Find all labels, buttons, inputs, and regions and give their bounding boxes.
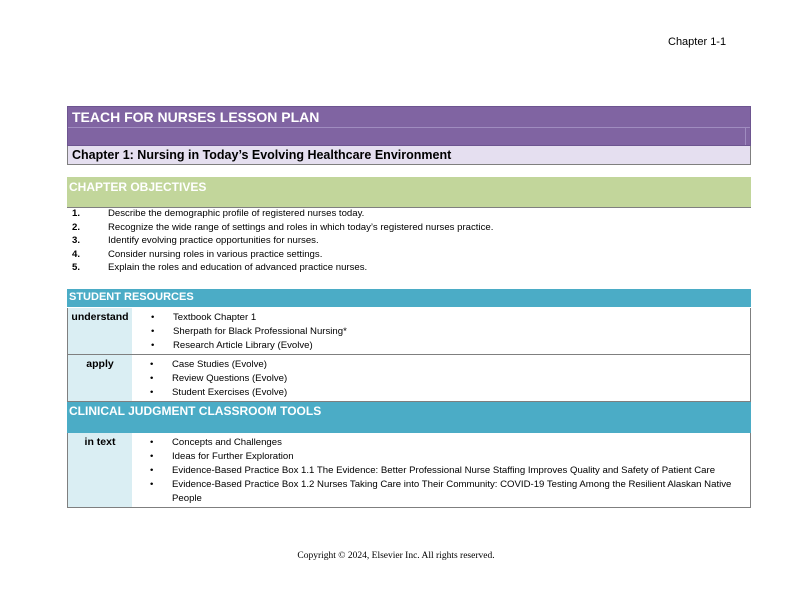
understand-label: understand	[71, 311, 129, 323]
objectives-list	[67, 208, 751, 276]
apply-row	[67, 355, 751, 402]
in-text-row	[67, 433, 751, 508]
clinical-tools-heading-band	[67, 402, 751, 433]
list-item: • Sherpath for Black Professional Nursing*	[151, 325, 347, 339]
list-item: • Student Exercises (Evolve)	[150, 386, 287, 400]
list-item: • Evidence-Based Practice Box 1.2 Nurses Taking Care into Their Community: COVID-19 Testing Among the Resilient Alaskan Native People	[150, 478, 752, 506]
apply-label-cell	[68, 355, 132, 401]
objective-text: Recognize the wide range of settings and roles in which today’s registered nurses practice.	[108, 221, 494, 233]
list-item: • Case Studies (Evolve)	[150, 358, 287, 372]
list-item: • Evidence-Based Practice Box 1.1 The Evidence: Better Professional Nurse Staffing Improves Quality and Safety of Patient Care	[150, 464, 752, 478]
objective-text: Consider nursing roles in various practice settings.	[108, 248, 323, 260]
in-text-list	[150, 436, 752, 506]
objective-item	[67, 222, 751, 236]
in-text-label-cell	[68, 433, 132, 507]
apply-list	[150, 358, 287, 400]
chapter-title: Chapter 1: Nursing in Today’s Evolving Healthcare Environment	[72, 148, 452, 162]
objective-number: 2.	[72, 221, 81, 233]
understand-label-cell	[68, 308, 132, 354]
list-item: • Concepts and Challenges	[150, 436, 752, 450]
objective-text: Describe the demographic profile of registered nurses today.	[108, 208, 365, 219]
objective-item	[67, 208, 751, 222]
objective-item	[67, 249, 751, 263]
list-item: • Ideas for Further Exploration	[150, 450, 752, 464]
apply-label: apply	[86, 358, 114, 370]
objectives-heading-band	[67, 177, 751, 208]
lesson-title: TEACH FOR NURSES LESSON PLAN	[72, 109, 320, 125]
objective-number: 5.	[72, 262, 81, 273]
objective-item	[67, 235, 751, 249]
list-item: • Research Article Library (Evolve)	[151, 339, 347, 353]
objective-number: 1.	[72, 208, 81, 219]
chapter-title-band	[67, 146, 751, 165]
clinical-tools-heading: CLINICAL JUDGMENT CLASSROOM TOOLS	[69, 404, 322, 418]
lesson-title-band	[67, 106, 751, 146]
objective-number: 4.	[72, 248, 81, 260]
objectives-heading: CHAPTER OBJECTIVES	[69, 180, 207, 194]
objective-number: 3.	[72, 235, 81, 246]
objective-text: Explain the roles and education of advanced practice nurses.	[108, 262, 368, 273]
copyright-notice: Copyright © 2024, Elsevier Inc. All rights reserved.	[297, 551, 495, 561]
list-item: • Textbook Chapter 1	[151, 311, 347, 325]
objective-text: Identify evolving practice opportunities for nurses.	[108, 235, 319, 246]
understand-row	[67, 308, 751, 355]
title-cell-divider	[745, 127, 746, 145]
understand-list	[151, 311, 347, 353]
student-resources-heading: STUDENT RESOURCES	[69, 291, 194, 303]
list-item: • Review Questions (Evolve)	[150, 372, 287, 386]
page-number: Chapter 1-1	[668, 36, 727, 48]
title-divider	[68, 127, 750, 128]
in-text-label: in text	[84, 436, 116, 448]
objective-item	[67, 262, 751, 276]
student-resources-heading-band	[67, 289, 751, 308]
